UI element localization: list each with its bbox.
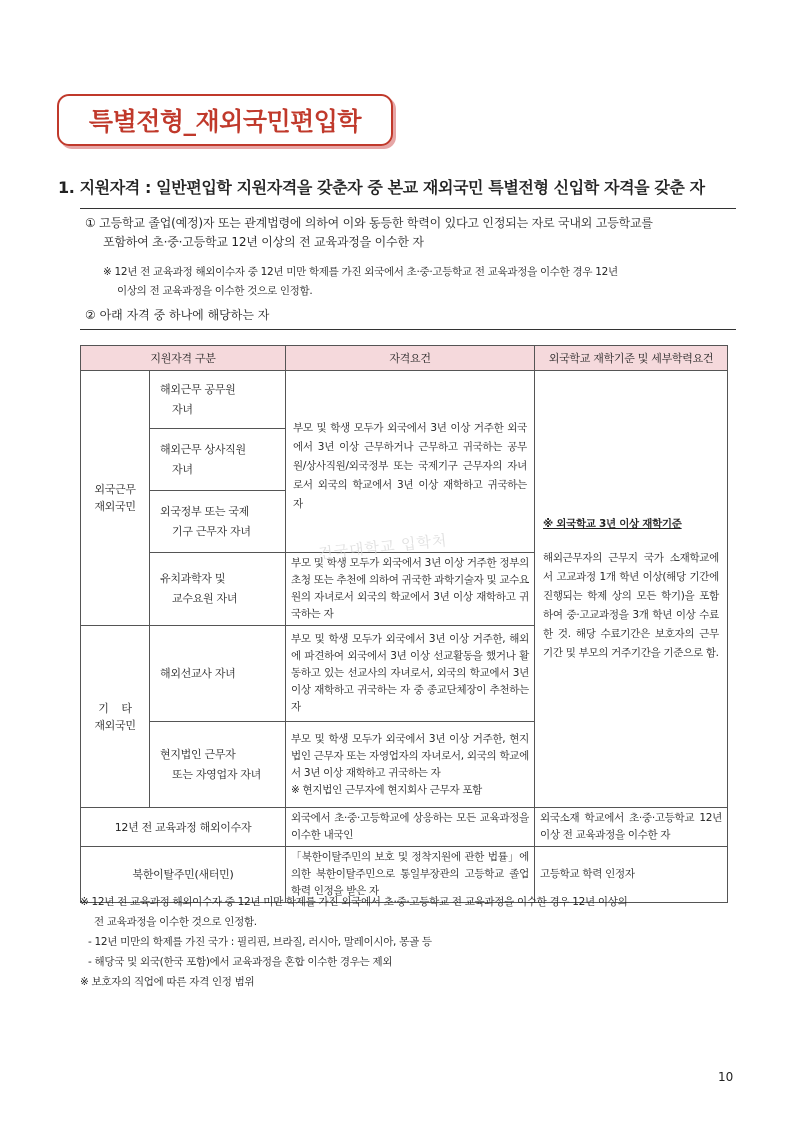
- category-cell: 북한이탈주민(새터민): [81, 847, 286, 903]
- table-header: 자격요건: [286, 346, 535, 371]
- category-cell: 현지법인 근무자 또는 자영업자 자녀: [150, 722, 286, 808]
- category-cell: 해외근무 상사직원 자녀: [150, 429, 286, 491]
- criteria-cell: 고등학교 학력 인정자: [535, 847, 728, 903]
- footnote-1-cont: 전 교육과정을 이수한 것으로 인정함.: [94, 916, 257, 928]
- qualification-item-2: ② 아래 자격 중 하나에 해당하는 자: [85, 308, 270, 322]
- criteria-cell: 외국소재 학교에서 초·중·고등학교 12년 이상 전 교육과정을 이수한 자: [535, 808, 728, 847]
- qualification-note: [103, 263, 733, 301]
- footnote-dash-1: - 12년 미만의 학제를 가진 국가 : 필리핀, 브라질, 러시아, 말레이시아, 몽골 등: [88, 936, 432, 948]
- footnote-1: ※ 12년 전 교육과정 해외이수자 중 12년 미만 학제를 가진 외국에서 초·중·고등학교 전 교육과정을 이수한 경우 12년 이상의: [80, 896, 628, 908]
- criteria-heading: ※ 외국학교 3년 이상 재학기준: [543, 517, 682, 530]
- requirement-cell: 부모 및 학생 모두가 외국에서 3년 이상 거주한 외국에서 3년 이상 근무하거나 근무하고 귀국하는 공무원/상사직원/외국정부 또는 국제기구 근무자의 자녀로서 외국의 학교에서 3년 이상 재학하고 귀국하는 자: [286, 371, 535, 553]
- requirement-cell: 외국에서 초·중·고등학교에 상응하는 모든 교육과정을 이수한 내국인: [286, 808, 535, 847]
- category-cell: 12년 전 교육과정 해외이수자: [81, 808, 286, 847]
- requirement-cell: 부모 및 학생 모두가 외국에서 3년 이상 거주한, 현지법인 근무자 또는 자영업자의 자녀로서, 외국의 학교에서 3년 이상 재학하고 귀국하는 자 ※ 현지법인 근무자에 현지회사 근무자 포함: [286, 722, 535, 808]
- note1-line2: 이상의 전 교육과정을 이수한 것으로 인정함.: [117, 285, 313, 297]
- criteria-body: 해외근무자의 근무지 국가 소재학교에서 고교과정 1개 학년 이상(해당 기간에 진행되는 학제 상의 모든 학기)을 포함하여 중·고교과정을 3개 학년 이상 수료한 것. 해당 수료기간은 보호자의 근무 기간 및 부모의 거주기간을 기준으로 함.: [543, 551, 719, 659]
- qualification-item-1: [85, 214, 735, 252]
- divider: [80, 208, 736, 209]
- watermark: 건국대학교 입학처: [317, 531, 449, 563]
- qualification-table: [80, 345, 728, 903]
- category-cell: 해외선교사 자녀: [150, 626, 286, 722]
- item1-line1: ① 고등학교 졸업(예정)자 또는 관계법령에 의하여 이와 동등한 학력이 있다고 인정되는 자로 국내외 고등학교를: [85, 216, 653, 230]
- foreign-school-criteria: [535, 371, 728, 808]
- group-label-other: 기 타 재외국민: [81, 626, 150, 808]
- group-label-overseas: 외국근무 재외국민: [81, 371, 150, 626]
- footnotes: [80, 892, 736, 992]
- table-header: 외국학교 재학기준 및 세부학력요건: [535, 346, 728, 371]
- footnote-2: ※ 보호자의 직업에 따른 자격 인정 범위: [80, 976, 255, 988]
- footnote-dash-2: - 해당국 및 외국(한국 포함)에서 교육과정을 혼합 이수한 경우는 제외: [88, 956, 393, 968]
- requirement-cell: 부모 및 학생 모두가 외국에서 3년 이상 거주한 정부의 초청 또는 추천에 의하여 귀국한 과학기술자 및 교수요원의 자녀로서 외국의 학교에서 3년 이상 재학하고 귀국하는 자: [286, 553, 535, 626]
- category-cell: 유치과학자 및 교수요원 자녀: [150, 553, 286, 626]
- table-header: 지원자격 구분: [81, 346, 286, 371]
- title-box: [57, 94, 393, 146]
- item1-line2: 포함하여 초·중·고등학교 12년 이상의 전 교육과정을 이수한 자: [103, 235, 424, 249]
- section-heading: 1. 지원자격 : 일반편입학 지원자격을 갖춘자 중 본교 재외국민 특별전형 신입학 자격을 갖춘 자: [58, 178, 705, 197]
- page-title: 특별전형_재외국민편입학: [88, 107, 362, 136]
- requirement-note: ※ 현지법인 근무자에 현지회사 근무자 포함: [291, 783, 483, 796]
- category-cell: 해외근무 공무원 자녀: [150, 371, 286, 429]
- category-cell: 외국정부 또는 국제 기구 근무자 자녀: [150, 491, 286, 553]
- divider: [80, 329, 736, 330]
- requirement-cell: 「북한이탈주민의 보호 및 정착지원에 관한 법률」에 의한 북한이탈주민으로 통일부장관의 고등학교 졸업학력 인정을 받은 자: [286, 847, 535, 903]
- note1-line1: ※ 12년 전 교육과정 해외이수자 중 12년 미만 학제를 가진 외국에서 초·중·고등학교 전 교육과정을 이수한 경우 12년: [103, 266, 618, 278]
- requirement-cell: 부모 및 학생 모두가 외국에서 3년 이상 거주한, 해외에 파견하여 외국에서 3년 이상 선교활동을 했거나 활동하고 있는 선교사의 자녀로서, 외국의 학교에서 3년 이상 재학하고 귀국하는 자 중 종교단체장이 추천하는 자: [286, 626, 535, 722]
- page-number: 10: [718, 1070, 734, 1084]
